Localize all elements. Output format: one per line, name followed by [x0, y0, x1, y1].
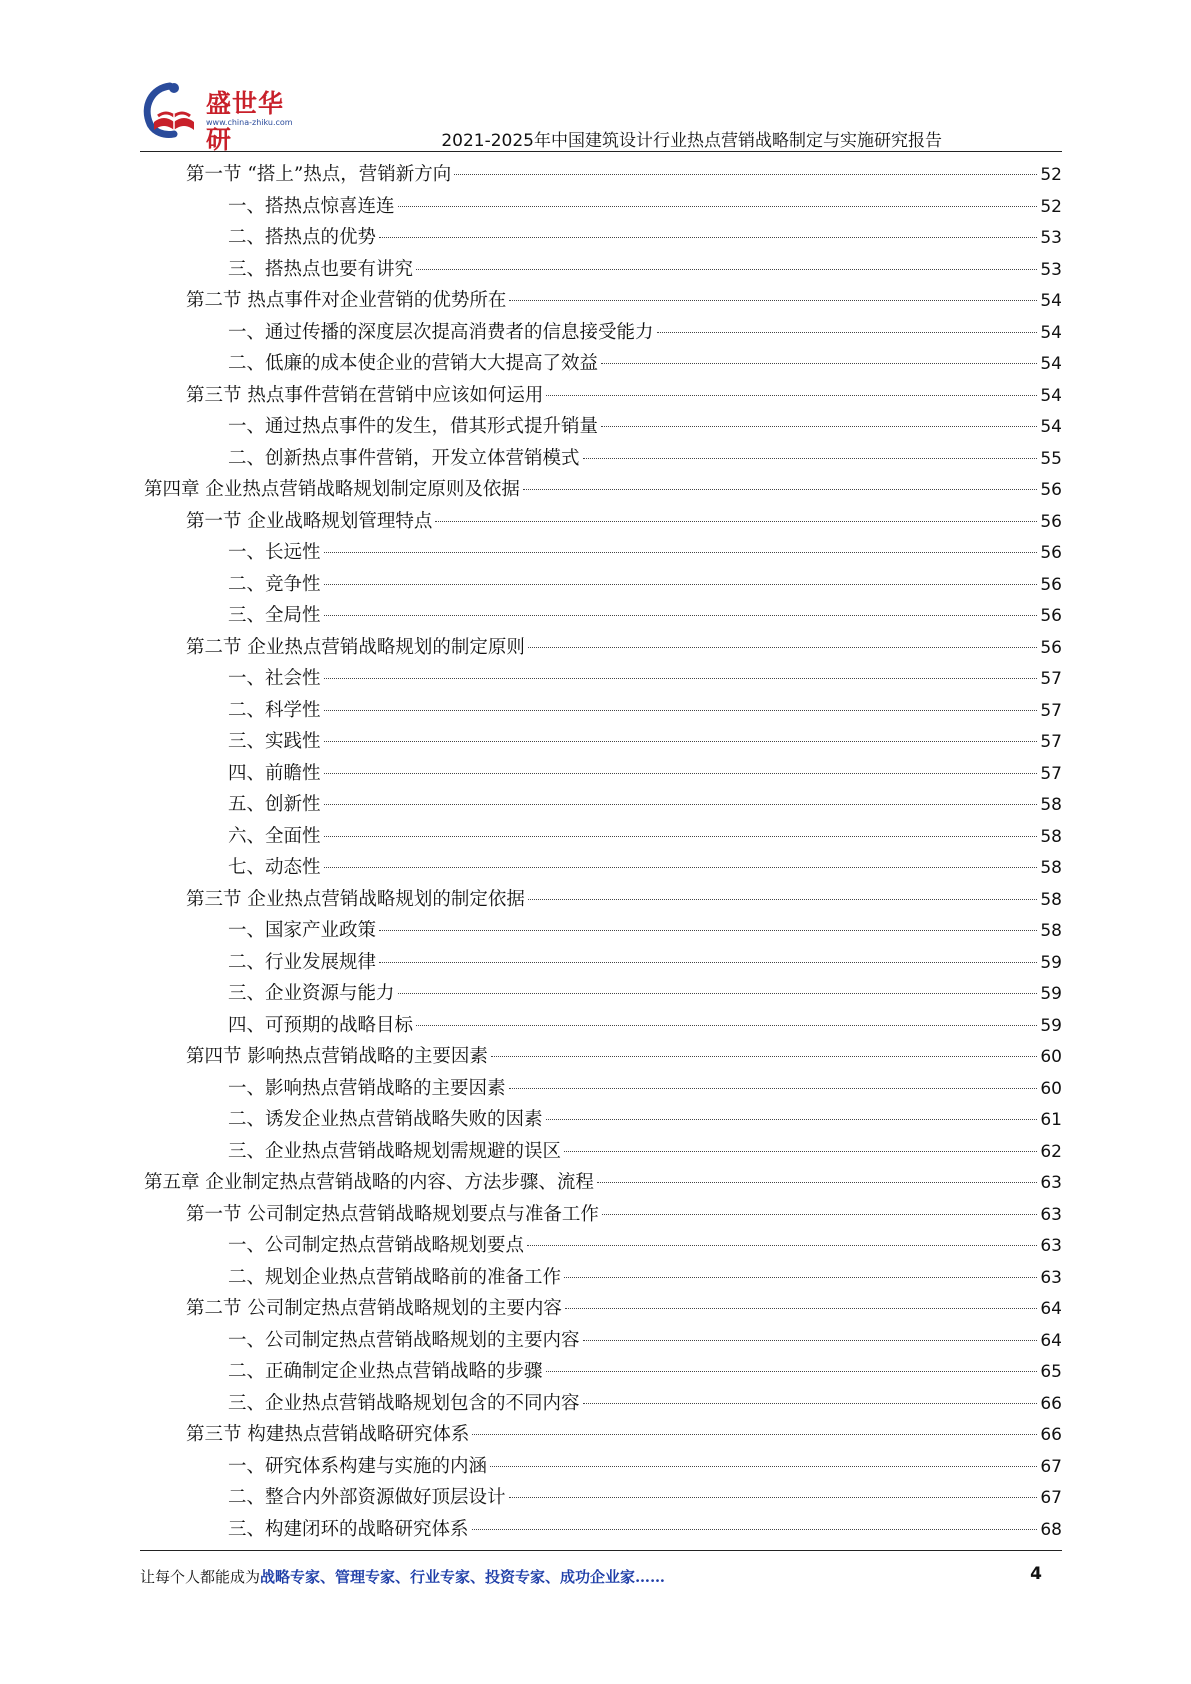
toc-entry-item[interactable] — [140, 947, 1062, 979]
toc-leader-dots — [528, 899, 1037, 900]
toc-entry-page: 53 — [1040, 259, 1062, 280]
toc-entry-title: 二、搭热点的优势 — [228, 227, 377, 248]
toc-entry-page: 56 — [1040, 637, 1062, 658]
toc-entry-page: 55 — [1040, 448, 1062, 469]
toc-entry-item[interactable] — [140, 254, 1062, 286]
toc-entry-page: 52 — [1040, 196, 1062, 217]
toc-entry-page: 68 — [1040, 1519, 1062, 1540]
toc-entry-page: 59 — [1040, 952, 1062, 973]
report-title: 2021-2025年中国建筑设计行业热点营销战略制定与实施研究报告 — [441, 131, 942, 151]
toc-entry-item[interactable] — [140, 1104, 1062, 1136]
toc-entry-item[interactable] — [140, 191, 1062, 223]
toc-entry-item[interactable] — [140, 1514, 1062, 1546]
toc-entry-item[interactable] — [140, 1136, 1062, 1168]
toc-entry-page: 56 — [1040, 480, 1062, 500]
toc-entry-item[interactable] — [140, 348, 1062, 380]
toc-entry-section[interactable] — [140, 1293, 1062, 1325]
toc-entry-title: 二、低廉的成本使企业的营销大大提高了效益 — [228, 353, 599, 374]
toc-leader-dots — [398, 993, 1038, 994]
logo-url: www.china-zhiku.com — [206, 118, 293, 127]
toc-entry-title: 一、研究体系构建与实施的内涵 — [228, 1455, 488, 1477]
toc-entry-item[interactable] — [140, 1482, 1062, 1514]
toc-entry-item[interactable] — [140, 1356, 1062, 1388]
toc-entry-page: 58 — [1040, 826, 1062, 847]
toc-entry-page: 59 — [1040, 984, 1062, 1004]
toc-entry-item[interactable] — [140, 443, 1062, 475]
toc-entry-item[interactable] — [140, 537, 1062, 569]
toc-leader-dots — [601, 363, 1037, 364]
toc-entry-section[interactable] — [140, 884, 1062, 916]
toc-entry-item[interactable] — [140, 915, 1062, 947]
page-number: 4 — [1030, 1564, 1042, 1584]
toc-leader-dots — [546, 1119, 1038, 1120]
toc-leader-dots — [509, 300, 1037, 301]
toc-entry-item[interactable] — [140, 1262, 1062, 1294]
toc-leader-dots — [583, 458, 1038, 459]
toc-entry-title: 第二节 公司制定热点营销战略规划的主要内容 — [186, 1298, 562, 1319]
toc-entry-item[interactable] — [140, 1010, 1062, 1042]
toc-entry-title: 二、正确制定企业热点营销战略的步骤 — [228, 1361, 543, 1382]
toc-entry-title: 第三节 企业热点营销战略规划的制定依据 — [186, 888, 525, 910]
toc-entry-page: 58 — [1040, 889, 1062, 910]
toc-entry-page: 54 — [1040, 322, 1062, 343]
toc-leader-dots — [324, 804, 1038, 805]
toc-entry-title: 一、公司制定热点营销战略规划的主要内容 — [228, 1329, 580, 1351]
toc-entry-page: 54 — [1040, 291, 1062, 311]
toc-entry-item[interactable] — [140, 821, 1062, 853]
toc-entry-page: 65 — [1040, 1362, 1062, 1382]
toc-entry-page: 67 — [1040, 1488, 1062, 1508]
toc-entry-section[interactable] — [140, 285, 1062, 317]
toc-entry-title: 三、全局性 — [228, 605, 321, 626]
toc-entry-title: 一、搭热点惊喜连连 — [228, 195, 395, 217]
toc-entry-item[interactable] — [140, 1073, 1062, 1105]
toc-entry-page: 54 — [1040, 354, 1062, 374]
toc-leader-dots — [324, 741, 1038, 742]
toc-entry-title: 三、搭热点也要有讲究 — [228, 258, 414, 280]
toc-entry-item[interactable] — [140, 1451, 1062, 1483]
toc-leader-dots — [583, 1340, 1038, 1341]
toc-entry-title: 一、国家产业政策 — [228, 920, 377, 941]
toc-entry-title: 四、可预期的战略目标 — [228, 1014, 414, 1036]
toc-entry-item[interactable] — [140, 569, 1062, 601]
toc-entry-page: 64 — [1040, 1299, 1062, 1319]
header-divider — [140, 151, 1062, 152]
toc-leader-dots — [564, 1277, 1037, 1278]
toc-entry-page: 53 — [1040, 228, 1062, 248]
toc-entry-title: 二、竞争性 — [228, 573, 321, 595]
toc-leader-dots — [601, 426, 1037, 427]
toc-leader-dots — [491, 1056, 1037, 1057]
toc-leader-dots — [472, 1529, 1038, 1530]
toc-leader-dots — [490, 1466, 1037, 1467]
toc-entry-page: 62 — [1040, 1141, 1062, 1162]
toc-entry-title: 第一节 企业战略规划管理特点 — [186, 510, 433, 532]
toc-entry-title: 第三节 构建热点营销战略研究体系 — [186, 1424, 470, 1445]
toc-entry-title: 一、通过热点事件的发生，借其形式提升销量 — [228, 416, 599, 437]
toc-entry-title: 三、实践性 — [228, 731, 321, 752]
toc-entry-page: 59 — [1040, 1015, 1062, 1036]
toc-entry-page: 52 — [1040, 165, 1062, 185]
toc-entry-page: 54 — [1040, 417, 1062, 437]
toc-leader-dots — [597, 1182, 1037, 1183]
toc-leader-dots — [583, 1403, 1038, 1404]
toc-entry-title: 一、长远性 — [228, 542, 321, 563]
toc-entry-item[interactable] — [140, 1230, 1062, 1262]
toc-entry-page: 57 — [1040, 732, 1062, 752]
toc-leader-dots — [324, 584, 1038, 585]
toc-entry-title: 一、影响热点营销战略的主要因素 — [228, 1077, 506, 1099]
toc-entry-page: 63 — [1040, 1236, 1062, 1256]
toc-entry-title: 三、企业资源与能力 — [228, 983, 395, 1004]
toc-entry-title: 二、行业发展规律 — [228, 951, 377, 973]
toc-entry-section[interactable] — [140, 1199, 1062, 1231]
toc-entry-page: 57 — [1040, 700, 1062, 721]
toc-entry-item[interactable] — [140, 1388, 1062, 1420]
toc-entry-title: 一、社会性 — [228, 668, 321, 689]
page-header — [140, 80, 1062, 154]
toc-entry-title: 三、构建闭环的战略研究体系 — [228, 1518, 469, 1540]
table-of-contents — [140, 159, 1062, 1545]
toc-entry-page: 56 — [1040, 606, 1062, 626]
toc-leader-dots — [416, 1025, 1037, 1026]
toc-entry-title: 第一节 公司制定热点营销战略规划要点与准备工作 — [186, 1203, 599, 1225]
toc-entry-item[interactable] — [140, 695, 1062, 727]
toc-entry-page: 57 — [1040, 669, 1062, 689]
toc-entry-item[interactable] — [140, 1325, 1062, 1357]
toc-entry-title: 第三节 热点事件营销在营销中应该如何运用 — [186, 384, 544, 406]
toc-leader-dots — [324, 678, 1038, 679]
toc-entry-item[interactable] — [140, 852, 1062, 884]
toc-leader-dots — [564, 1151, 1037, 1152]
toc-entry-section[interactable] — [140, 380, 1062, 412]
toc-entry-title: 第五章 企业制定热点营销战略的内容、方法步骤、流程 — [144, 1172, 594, 1193]
toc-leader-dots — [324, 836, 1038, 837]
toc-leader-dots — [509, 1497, 1038, 1498]
toc-leader-dots — [435, 521, 1037, 522]
toc-entry-page: 66 — [1040, 1393, 1062, 1414]
toc-leader-dots — [379, 930, 1037, 931]
toc-entry-item[interactable] — [140, 317, 1062, 349]
toc-entry-title: 五、创新性 — [228, 794, 321, 815]
footer-slogan-highlight: 战略专家、管理专家、行业专家、投资专家、成功企业家…… — [260, 1568, 666, 1586]
toc-entry-page: 61 — [1040, 1110, 1062, 1130]
toc-entry-page: 58 — [1040, 858, 1062, 878]
toc-entry-item[interactable] — [140, 663, 1062, 695]
toc-entry-item[interactable] — [140, 789, 1062, 821]
toc-leader-dots — [528, 647, 1037, 648]
toc-leader-dots — [324, 773, 1038, 774]
toc-entry-title: 第四节 影响热点营销战略的主要因素 — [186, 1046, 488, 1067]
page-footer — [140, 1566, 1062, 1596]
toc-entry-section[interactable] — [140, 1419, 1062, 1451]
toc-entry-title: 二、规划企业热点营销战略前的准备工作 — [228, 1266, 562, 1288]
toc-entry-title: 六、全面性 — [228, 825, 321, 847]
toc-entry-item[interactable] — [140, 222, 1062, 254]
toc-leader-dots — [379, 962, 1037, 963]
toc-leader-dots — [398, 206, 1038, 207]
footer-slogan-prefix: 让每个人都能成为 — [140, 1568, 261, 1586]
toc-entry-item[interactable] — [140, 758, 1062, 790]
toc-leader-dots — [379, 237, 1037, 238]
toc-entry-title: 二、诱发企业热点营销战略失败的因素 — [228, 1109, 543, 1130]
toc-leader-dots — [324, 552, 1038, 553]
toc-leader-dots — [546, 395, 1037, 396]
toc-entry-chapter[interactable] — [140, 474, 1062, 506]
logo-book-icon — [140, 80, 204, 142]
toc-entry-title: 二、创新热点事件营销，开发立体营销模式 — [228, 447, 580, 469]
toc-entry-title: 一、公司制定热点营销战略规划要点 — [228, 1235, 525, 1256]
toc-entry-page: 64 — [1040, 1330, 1062, 1351]
toc-entry-title: 第四章 企业热点营销战略规划制定原则及依据 — [144, 479, 520, 500]
toc-entry-title: 三、企业热点营销战略规划需规避的误区 — [228, 1140, 562, 1162]
toc-leader-dots — [324, 710, 1038, 711]
toc-entry-chapter[interactable] — [140, 1167, 1062, 1199]
toc-entry-title: 二、科学性 — [228, 699, 321, 721]
toc-entry-page: 60 — [1040, 1078, 1062, 1099]
toc-entry-title: 第一节 “搭上”热点，营销新方向 — [186, 164, 452, 185]
toc-leader-dots — [324, 867, 1038, 868]
toc-entry-section[interactable] — [140, 159, 1062, 191]
toc-entry-item[interactable] — [140, 411, 1062, 443]
toc-entry-title: 一、通过传播的深度层次提高消费者的信息接受能力 — [228, 321, 654, 343]
toc-entry-section[interactable] — [140, 632, 1062, 664]
toc-leader-dots — [324, 615, 1038, 616]
toc-leader-dots — [472, 1434, 1037, 1435]
toc-entry-page: 58 — [1040, 921, 1062, 941]
toc-entry-page: 56 — [1040, 574, 1062, 595]
toc-entry-page: 60 — [1040, 1047, 1062, 1067]
toc-entry-page: 56 — [1040, 543, 1062, 563]
toc-entry-page: 56 — [1040, 511, 1062, 532]
toc-entry-page: 57 — [1040, 763, 1062, 784]
toc-entry-title: 二、整合内外部资源做好顶层设计 — [228, 1487, 506, 1508]
logo-name: 盛世华研 — [206, 89, 285, 154]
footer-divider — [140, 1550, 1062, 1551]
company-logo — [140, 80, 305, 154]
toc-entry-item[interactable] — [140, 726, 1062, 758]
toc-entry-page: 66 — [1040, 1425, 1062, 1445]
toc-entry-title: 四、前瞻性 — [228, 762, 321, 784]
toc-entry-title: 第二节 企业热点营销战略规划的制定原则 — [186, 636, 525, 658]
toc-leader-dots — [527, 1245, 1037, 1246]
toc-leader-dots — [523, 489, 1037, 490]
toc-entry-page: 54 — [1040, 385, 1062, 406]
toc-entry-page: 63 — [1040, 1204, 1062, 1225]
toc-entry-page: 67 — [1040, 1456, 1062, 1477]
toc-leader-dots — [454, 174, 1037, 175]
toc-entry-item[interactable] — [140, 978, 1062, 1010]
toc-leader-dots — [565, 1308, 1037, 1309]
toc-entry-section[interactable] — [140, 506, 1062, 538]
toc-leader-dots — [602, 1214, 1037, 1215]
toc-entry-item[interactable] — [140, 600, 1062, 632]
toc-leader-dots — [509, 1088, 1038, 1089]
toc-leader-dots — [416, 269, 1037, 270]
toc-leader-dots — [657, 332, 1038, 333]
toc-entry-title: 三、企业热点营销战略规划包含的不同内容 — [228, 1392, 580, 1414]
toc-entry-page: 58 — [1040, 795, 1062, 815]
toc-entry-title: 第二节 热点事件对企业营销的优势所在 — [186, 290, 507, 311]
toc-entry-title: 七、动态性 — [228, 857, 321, 878]
toc-entry-page: 63 — [1040, 1173, 1062, 1193]
toc-entry-page: 63 — [1040, 1267, 1062, 1288]
toc-leader-dots — [546, 1371, 1038, 1372]
toc-entry-section[interactable] — [140, 1041, 1062, 1073]
